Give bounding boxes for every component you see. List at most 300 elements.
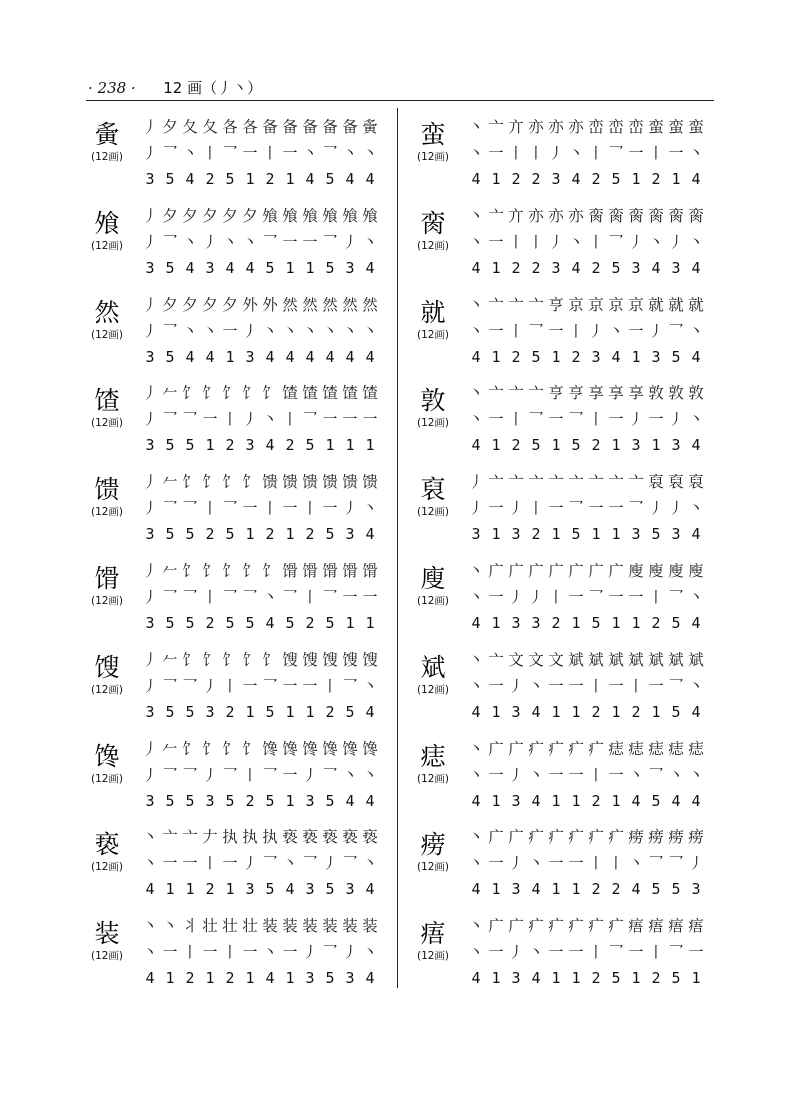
stroke-code: 1	[611, 525, 621, 544]
stroke-code: 1	[491, 525, 501, 544]
stroke-type: 乛	[668, 587, 684, 606]
stroke-code-row	[466, 965, 706, 991]
stroke-step: 丶	[468, 206, 484, 225]
stroke-type: 丶	[468, 943, 484, 962]
character-entry	[410, 110, 710, 199]
stroke-order-rows	[466, 558, 706, 636]
stroke-step: 夕	[222, 295, 238, 314]
stroke-code: 1	[165, 880, 175, 899]
stroke-type: 丨	[202, 587, 218, 606]
stroke-step: 疒	[528, 739, 544, 758]
stroke-code: 4	[365, 791, 375, 810]
stroke-code: 5	[225, 791, 235, 810]
stroke-step: 广	[608, 561, 624, 580]
stroke-code: 2	[265, 170, 275, 188]
stroke-type: 一	[488, 144, 504, 162]
stroke-type: 一	[282, 144, 298, 162]
stroke-step: 馊	[342, 650, 358, 669]
stroke-step: 装	[362, 917, 378, 936]
stroke-code: 4	[185, 258, 195, 277]
stroke-step: 各	[242, 118, 258, 136]
stroke-code: 2	[591, 170, 601, 188]
stroke-step: 饣	[242, 650, 258, 669]
stroke-step: 丶	[468, 384, 484, 403]
stroke-code: 1	[571, 880, 581, 899]
stroke-type: 一	[282, 232, 298, 251]
stroke-code: 1	[491, 791, 501, 810]
stroke-code: 4	[471, 702, 481, 721]
stroke-type: 乛	[162, 676, 178, 695]
head-character: 痦	[420, 919, 446, 949]
stroke-code: 2	[511, 436, 521, 455]
stroke-type: 乛	[588, 587, 604, 606]
stroke-type: 丨	[508, 232, 524, 251]
stroke-type: 丿	[142, 232, 158, 251]
stroke-type: 丶	[688, 765, 704, 784]
stroke-code: 3	[145, 347, 155, 366]
stroke-step: 饣	[202, 739, 218, 758]
stroke-code: 3	[511, 791, 521, 810]
stroke-code: 1	[571, 702, 581, 721]
stroke-step: 丶	[162, 917, 178, 936]
stroke-step: 馉	[302, 561, 318, 580]
stroke-code: 5	[651, 525, 661, 544]
head-character: 馊	[94, 652, 120, 682]
stroke-type: 丶	[468, 232, 484, 251]
stroke-type: 乛	[162, 232, 178, 251]
character-head	[84, 830, 130, 874]
stroke-code: 1	[225, 347, 235, 366]
stroke-type: 一	[322, 499, 338, 518]
stroke-type: 一	[548, 499, 564, 518]
stroke-code: 3	[245, 880, 255, 899]
stroke-order-rows	[140, 558, 380, 636]
stroke-step: 疒	[588, 739, 604, 758]
stroke-code: 1	[691, 969, 701, 988]
stroke-code: 2	[205, 613, 215, 632]
stroke-count-label: (12画)	[416, 417, 450, 430]
stroke-code: 4	[265, 969, 275, 988]
stroke-step: 亠	[548, 473, 564, 492]
stroke-step: 蛮	[688, 118, 704, 136]
stroke-type: 丶	[688, 587, 704, 606]
stroke-code: 1	[631, 170, 641, 188]
stroke-type: 乛	[322, 765, 338, 784]
stroke-step: 痣	[688, 739, 704, 758]
stroke-type: 乛	[342, 676, 358, 695]
stroke-step: 脔	[628, 206, 644, 225]
stroke-type: 丶	[182, 232, 198, 251]
stroke-code: 4	[471, 347, 481, 366]
stroke-step: 敦	[688, 384, 704, 403]
stroke-code: 3	[145, 791, 155, 810]
stroke-step: 饣	[182, 384, 198, 403]
stroke-step: 丶	[468, 295, 484, 314]
character-entry	[410, 820, 710, 909]
stroke-type-row	[466, 673, 706, 699]
stroke-step: 亠	[528, 295, 544, 314]
stroke-step: 脔	[668, 206, 684, 225]
stroke-order-rows	[466, 203, 706, 281]
stroke-count-label: (12画)	[416, 861, 450, 874]
stroke-type: 丶	[182, 144, 198, 162]
stroke-step: 脔	[688, 206, 704, 225]
stroke-step: 丶	[142, 917, 158, 936]
stroke-code: 1	[631, 613, 641, 632]
stroke-step: 广	[508, 917, 524, 936]
stroke-step: 丶	[468, 118, 484, 136]
stroke-code: 4	[185, 347, 195, 366]
head-character: 馋	[94, 741, 120, 771]
stroke-type: 乛	[322, 943, 338, 962]
stroke-order-rows	[466, 380, 706, 458]
stroke-code: 4	[285, 880, 295, 899]
stroke-step-row	[140, 292, 380, 318]
head-character: 痣	[420, 741, 446, 771]
stroke-code: 1	[551, 702, 561, 721]
stroke-code: 1	[285, 170, 295, 188]
stroke-code: 4	[471, 791, 481, 810]
character-head	[84, 742, 130, 786]
stroke-step: 飧	[342, 206, 358, 225]
stroke-step: 广	[488, 917, 504, 936]
stroke-type: 一	[182, 854, 198, 873]
stroke-step: 就	[688, 295, 704, 314]
stroke-step: 执	[222, 828, 238, 847]
stroke-step: 饣	[182, 473, 198, 492]
stroke-step: 敦	[648, 384, 664, 403]
stroke-type: 丶	[688, 410, 704, 429]
page-number: · 238 ·	[88, 79, 136, 97]
stroke-step: 廋	[688, 561, 704, 580]
stroke-code: 5	[185, 702, 195, 721]
stroke-step: 丶	[468, 561, 484, 580]
stroke-step: 峦	[628, 118, 644, 136]
stroke-step: 馇	[302, 384, 318, 403]
stroke-code: 5	[325, 525, 335, 544]
stroke-code-row	[466, 166, 706, 192]
stroke-step: 𠂉	[162, 739, 178, 758]
stroke-type: 丿	[142, 499, 158, 518]
stroke-type: 丶	[362, 499, 378, 518]
stroke-step: 亠	[488, 118, 504, 136]
stroke-code: 2	[591, 791, 601, 810]
stroke-code: 3	[651, 347, 661, 366]
stroke-step: 夕	[202, 206, 218, 225]
stroke-type: 一	[628, 943, 644, 962]
stroke-type: 丶	[468, 587, 484, 606]
stroke-code-row	[140, 610, 380, 636]
stroke-step: 丶	[468, 650, 484, 669]
stroke-type: 一	[648, 410, 664, 429]
stroke-code: 5	[165, 170, 175, 188]
stroke-code: 2	[591, 702, 601, 721]
head-character: 夤	[94, 120, 120, 149]
stroke-step: 备	[282, 118, 298, 136]
stroke-type: 丨	[508, 144, 524, 162]
stroke-step: 亵	[322, 828, 338, 847]
stroke-type: 丿	[202, 765, 218, 784]
stroke-type: 丿	[242, 854, 258, 873]
stroke-step: 广	[548, 561, 564, 580]
stroke-code: 5	[165, 791, 175, 810]
stroke-type: 一	[628, 587, 644, 606]
stroke-step: 痣	[628, 739, 644, 758]
stroke-step: 饣	[222, 473, 238, 492]
stroke-step: 痦	[628, 917, 644, 936]
stroke-code: 2	[631, 702, 641, 721]
stroke-step: 然	[362, 295, 378, 314]
stroke-type: 丶	[142, 943, 158, 962]
stroke-step: 廋	[648, 561, 664, 580]
stroke-step: 斌	[568, 650, 584, 669]
stroke-type: 丨	[262, 144, 278, 162]
stroke-type: 一	[608, 765, 624, 784]
stroke-order-rows	[466, 292, 706, 370]
stroke-type: 丿	[508, 765, 524, 784]
stroke-type: 丶	[262, 943, 278, 962]
stroke-step: 壮	[202, 917, 218, 936]
stroke-step: 备	[262, 118, 278, 136]
stroke-type: 丿	[628, 410, 644, 429]
stroke-count-label: (12画)	[90, 506, 124, 519]
stroke-type: 丶	[628, 765, 644, 784]
stroke-step-row	[466, 824, 706, 850]
stroke-type: 一	[362, 410, 378, 429]
stroke-type: 丨	[588, 943, 604, 962]
stroke-type: 丿	[648, 321, 664, 340]
stroke-step: 疒	[548, 828, 564, 847]
stroke-count-label: (12画)	[416, 683, 450, 696]
stroke-type: 丿	[142, 144, 158, 162]
stroke-code: 5	[671, 347, 681, 366]
stroke-type: 乛	[162, 144, 178, 162]
stroke-type: 乛	[648, 765, 664, 784]
stroke-code: 4	[531, 791, 541, 810]
stroke-type: 乛	[162, 499, 178, 518]
stroke-code: 1	[285, 791, 295, 810]
stroke-type: 乛	[322, 232, 338, 251]
character-entry	[84, 909, 384, 998]
stroke-step: 亦	[528, 118, 544, 136]
stroke-type: 丶	[468, 854, 484, 873]
stroke-step: 馈	[282, 473, 298, 492]
stroke-type: 丶	[688, 144, 704, 162]
stroke-code: 2	[651, 170, 661, 188]
stroke-code: 1	[611, 436, 621, 455]
stroke-step: 裒	[668, 473, 684, 492]
stroke-type: 丨	[528, 499, 544, 518]
stroke-step: 丶	[468, 917, 484, 936]
stroke-code: 1	[285, 969, 295, 988]
stroke-type: 一	[608, 499, 624, 518]
stroke-code: 1	[285, 258, 295, 277]
stroke-type: 一	[302, 676, 318, 695]
stroke-step: 疒	[588, 917, 604, 936]
character-head	[410, 475, 456, 519]
stroke-type: 丶	[342, 765, 358, 784]
stroke-code: 1	[491, 258, 501, 277]
stroke-type: 丿	[202, 676, 218, 695]
stroke-code: 1	[571, 791, 581, 810]
stroke-type: 丶	[528, 943, 544, 962]
stroke-code: 5	[245, 613, 255, 632]
stroke-code: 3	[631, 258, 641, 277]
stroke-type: 丶	[688, 232, 704, 251]
character-head	[84, 209, 130, 253]
stroke-step: 外	[242, 295, 258, 314]
stroke-code: 3	[345, 880, 355, 899]
stroke-code: 4	[345, 170, 355, 188]
stroke-code: 2	[591, 258, 601, 277]
character-entry	[84, 820, 384, 909]
stroke-code: 5	[165, 436, 175, 455]
stroke-type: 丶	[688, 676, 704, 695]
stroke-code: 5	[611, 969, 621, 988]
stroke-step-row	[140, 913, 380, 939]
stroke-step: 亠	[608, 473, 624, 492]
stroke-step: 敦	[668, 384, 684, 403]
stroke-step: 蛮	[668, 118, 684, 136]
head-character: 飧	[94, 208, 120, 238]
stroke-step-row	[466, 380, 706, 406]
stroke-step: 斌	[668, 650, 684, 669]
stroke-step: 丿	[142, 206, 158, 225]
stroke-code: 4	[145, 969, 155, 988]
stroke-code: 1	[611, 791, 621, 810]
stroke-code: 1	[551, 525, 561, 544]
stroke-step: 文	[508, 650, 524, 669]
stroke-type: 一	[242, 499, 258, 518]
stroke-code-row	[140, 788, 380, 814]
head-character: 裒	[420, 475, 446, 505]
stroke-type: 丶	[362, 854, 378, 873]
stroke-type: 丶	[362, 765, 378, 784]
stroke-type-row	[466, 584, 706, 610]
stroke-step: 亠	[162, 828, 178, 847]
stroke-code: 1	[225, 880, 235, 899]
stroke-step: 就	[668, 295, 684, 314]
character-head	[410, 742, 456, 786]
stroke-code-row	[140, 166, 380, 192]
stroke-step: 亠	[628, 473, 644, 492]
stroke-type: 乛	[262, 854, 278, 873]
stroke-step: 丬	[182, 917, 198, 936]
stroke-step-row	[140, 380, 380, 406]
stroke-type: 丶	[468, 765, 484, 784]
stroke-type: 乛	[302, 854, 318, 873]
stroke-type: 乛	[182, 676, 198, 695]
stroke-type: 乛	[628, 499, 644, 518]
stroke-type: 丨	[262, 499, 278, 518]
stroke-type-row	[466, 850, 706, 876]
stroke-code: 3	[245, 347, 255, 366]
stroke-type: 一	[242, 144, 258, 162]
stroke-step: 馋	[262, 739, 278, 758]
stroke-count-label: (12画)	[416, 328, 450, 341]
stroke-code: 1	[205, 969, 215, 988]
stroke-code: 4	[471, 969, 481, 988]
stroke-type: 乛	[608, 144, 624, 162]
stroke-step-row	[140, 203, 380, 229]
stroke-type: 一	[302, 232, 318, 251]
stroke-type-row	[140, 140, 380, 166]
stroke-code: 4	[265, 436, 275, 455]
character-head	[410, 830, 456, 874]
character-entry	[410, 465, 710, 554]
character-entry	[84, 110, 384, 199]
stroke-step: 丿	[142, 384, 158, 403]
stroke-order-rows	[140, 203, 380, 281]
stroke-step: 痦	[648, 917, 664, 936]
stroke-type: 乛	[222, 765, 238, 784]
stroke-step: 亦	[568, 206, 584, 225]
stroke-type: 丿	[648, 499, 664, 518]
stroke-code: 4	[631, 880, 641, 899]
stroke-code: 4	[285, 347, 295, 366]
stroke-step: 𠂉	[162, 473, 178, 492]
stroke-code: 5	[165, 613, 175, 632]
stroke-step-row	[140, 824, 380, 850]
stroke-step: 装	[322, 917, 338, 936]
stroke-code: 2	[185, 969, 195, 988]
stroke-step: 馋	[322, 739, 338, 758]
stroke-code: 4	[691, 791, 701, 810]
stroke-type: 丿	[342, 232, 358, 251]
stroke-code: 2	[591, 436, 601, 455]
stroke-code: 3	[471, 525, 481, 544]
stroke-step: 广	[488, 828, 504, 847]
stroke-type: 乛	[568, 410, 584, 429]
column-divider	[397, 108, 398, 988]
stroke-code: 1	[365, 613, 375, 632]
stroke-order-rows	[140, 380, 380, 458]
stroke-type: 丶	[302, 321, 318, 340]
stroke-step: 文	[548, 650, 564, 669]
stroke-type: 一	[568, 854, 584, 873]
stroke-step: 痣	[608, 739, 624, 758]
stroke-type: 一	[548, 854, 564, 873]
stroke-type: 一	[242, 943, 258, 962]
stroke-step: 京	[628, 295, 644, 314]
stroke-type: 一	[242, 676, 258, 695]
stroke-step: 丶	[468, 739, 484, 758]
stroke-step: 然	[302, 295, 318, 314]
stroke-code: 1	[551, 969, 561, 988]
stroke-type: 乛	[322, 144, 338, 162]
stroke-step: 亦	[548, 206, 564, 225]
stroke-step: 痣	[668, 739, 684, 758]
stroke-code: 3	[691, 880, 701, 899]
stroke-code: 1	[345, 436, 355, 455]
stroke-code: 5	[325, 613, 335, 632]
stroke-code: 4	[365, 969, 375, 988]
stroke-type: 乛	[668, 854, 684, 873]
stroke-code: 2	[531, 525, 541, 544]
stroke-code: 3	[631, 525, 641, 544]
stroke-type: 丶	[568, 232, 584, 251]
stroke-step: 斌	[648, 650, 664, 669]
stroke-type-row	[466, 762, 706, 788]
stroke-type: 一	[362, 587, 378, 606]
stroke-step: 夕	[222, 206, 238, 225]
stroke-step: 飧	[262, 206, 278, 225]
character-entry	[410, 288, 710, 377]
stroke-code: 4	[471, 170, 481, 188]
stroke-step: 亠	[182, 828, 198, 847]
stroke-code: 2	[591, 880, 601, 899]
stroke-step: 装	[282, 917, 298, 936]
